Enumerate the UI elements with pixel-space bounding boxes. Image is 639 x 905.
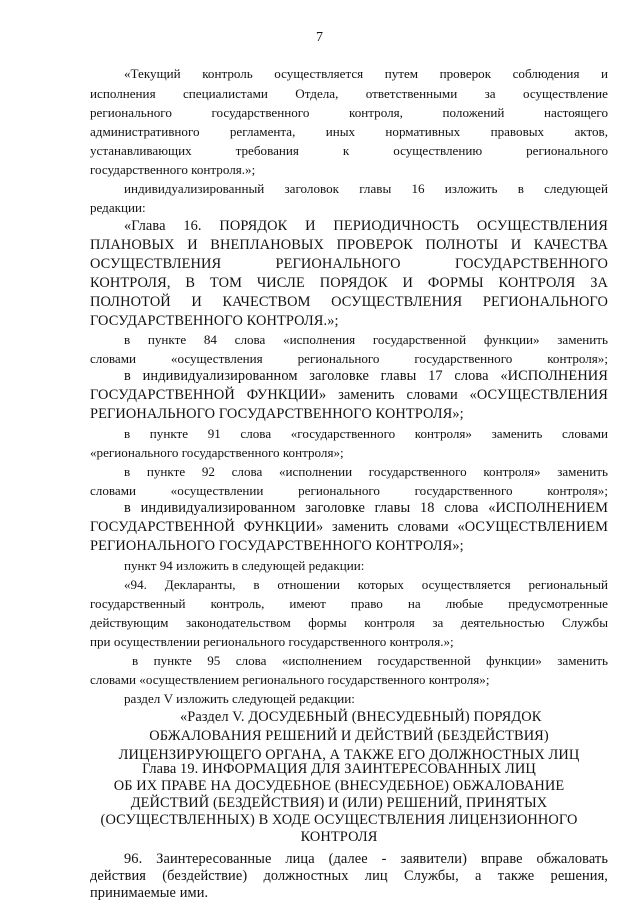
text-line: 96. Заинтересованные лица (далее - заявители) вправе обжаловать	[124, 851, 608, 867]
section-heading: ЛИЦЕНЗИРУЮЩЕГО ОРГАНА, А ТАКЖЕ ЕГО ДОЛЖНОСТНЫХ ЛИЦ	[118, 747, 580, 763]
text-line: в пункте 92 слова «исполнении государственного контроля» заменить	[124, 464, 608, 479]
text-line: «регионального государственного контроля»;	[90, 445, 344, 460]
text-line: регионального государственного контроля, положений настоящего	[90, 105, 608, 120]
text-line: при осуществлении регионального государственного контроля.»;	[90, 634, 454, 649]
text-line: индивидуализированный заголовок главы 16 изложить в следующей	[124, 181, 608, 196]
text-line: ГОСУДАРСТВЕННОЙ ФУНКЦИИ» заменить словами «ОСУЩЕСТВЛЕНИЯ	[90, 387, 608, 403]
text-line: в пункте 84 слова «исполнения государственной функции» заменить	[124, 332, 608, 347]
text-line: редакции:	[90, 200, 146, 215]
text-line: раздел V изложить следующей редакции:	[124, 691, 355, 706]
text-line: действующим законодательством формы контроля за деятельностью Службы	[90, 615, 608, 630]
text-line: государственный контроль, имеют право на любые предусмотренные	[90, 596, 608, 611]
section-heading: ОБЖАЛОВАНИЯ РЕШЕНИЙ И ДЕЙСТВИЙ (БЕЗДЕЙСТВИЯ)	[149, 728, 549, 744]
text-line: в пункте 95 слова «исполнением государственной функции» заменить	[132, 653, 608, 668]
text-line: словами «осуществлении регионального государственного контроля»;	[90, 483, 608, 498]
text-line: в индивидуализированном заголовке главы 17 слова «ИСПОЛНЕНИЯ	[124, 368, 608, 384]
text-line: в индивидуализированном заголовке главы 18 слова «ИСПОЛНЕНИЕМ	[124, 500, 608, 516]
heading-line: ПЛАНОВЫХ И ВНЕПЛАНОВЫХ ПРОВЕРОК ПОЛНОТЫ И КАЧЕСТВА	[90, 237, 608, 253]
heading-line: ОСУЩЕСТВЛЕНИЯ РЕГИОНАЛЬНОГО ГОСУДАРСТВЕННОГО	[90, 256, 608, 272]
heading-line: КОНТРОЛЯ, В ТОМ ЧИСЛЕ ПОРЯДОК И ФОРМЫ КОНТРОЛЯ ЗА	[90, 275, 608, 291]
chapter-heading: Глава 19. ИНФОРМАЦИЯ ДЛЯ ЗАИНТЕРЕСОВАННЫХ ЛИЦ	[142, 761, 536, 777]
text-line: РЕГИОНАЛЬНОГО ГОСУДАРСТВЕННОГО КОНТРОЛЯ»;	[90, 406, 464, 422]
section-heading: «Раздел V. ДОСУДЕБНЫЙ (ВНЕСУДЕБНЫЙ) ПОРЯДОК	[180, 709, 542, 725]
heading-line: «Глава 16. ПОРЯДОК И ПЕРИОДИЧНОСТЬ ОСУЩЕСТВЛЕНИЯ	[124, 218, 608, 234]
chapter-heading: КОНТРОЛЯ	[300, 829, 378, 845]
text-line: словами «осуществлением регионального государственного контроля»;	[90, 672, 490, 687]
page-number: 7	[316, 30, 323, 45]
text-line: государственного контроля.»;	[90, 162, 256, 177]
text-line: пункт 94 изложить в следующей редакции:	[124, 558, 365, 573]
text-line: принимаемые ими.	[90, 885, 209, 901]
text-line: словами «осуществления регионального государственного контроля»;	[90, 351, 608, 366]
text-line: «94. Декларанты, в отношении которых осуществляется региональный	[124, 577, 608, 592]
text-line: ГОСУДАРСТВЕННОЙ ФУНКЦИИ» заменить словами «ОСУЩЕСТВЛЕНИЕМ	[90, 519, 608, 535]
text-line: административного регламента, иных нормативных правовых актов,	[90, 124, 608, 139]
text-line: исполнения специалистами Отдела, ответственными за осуществление	[90, 86, 608, 101]
chapter-heading: (ОСУЩЕСТВЛЕННЫХ) В ХОДЕ ОСУЩЕСТВЛЕНИЯ ЛИЦЕНЗИОННОГО	[100, 812, 578, 828]
text-line: действия (бездействие) должностных лиц Службы, а также решения,	[90, 868, 608, 884]
chapter-heading: ОБ ИХ ПРАВЕ НА ДОСУДЕБНОЕ (ВНЕСУДЕБНОЕ) ОБЖАЛОВАНИЕ	[113, 778, 565, 794]
heading-line: ПОЛНОТОЙ И КАЧЕСТВОМ ОСУЩЕСТВЛЕНИЯ РЕГИОНАЛЬНОГО	[90, 294, 608, 310]
text-line: РЕГИОНАЛЬНОГО ГОСУДАРСТВЕННОГО КОНТРОЛЯ»;	[90, 538, 464, 554]
text-line: в пункте 91 слова «государственного контроля» заменить словами	[124, 426, 608, 441]
chapter-heading: ДЕЙСТВИЙ (БЕЗДЕЙСТВИЯ) И (ИЛИ) РЕШЕНИЙ, ПРИНЯТЫХ	[130, 795, 548, 811]
text-line: устанавливающих требования к осуществлению регионального	[90, 143, 608, 158]
text-line: «Текущий контроль осуществляется путем проверок соблюдения и	[124, 66, 608, 81]
heading-line: ГОСУДАРСТВЕННОГО КОНТРОЛЯ.»;	[90, 313, 339, 329]
